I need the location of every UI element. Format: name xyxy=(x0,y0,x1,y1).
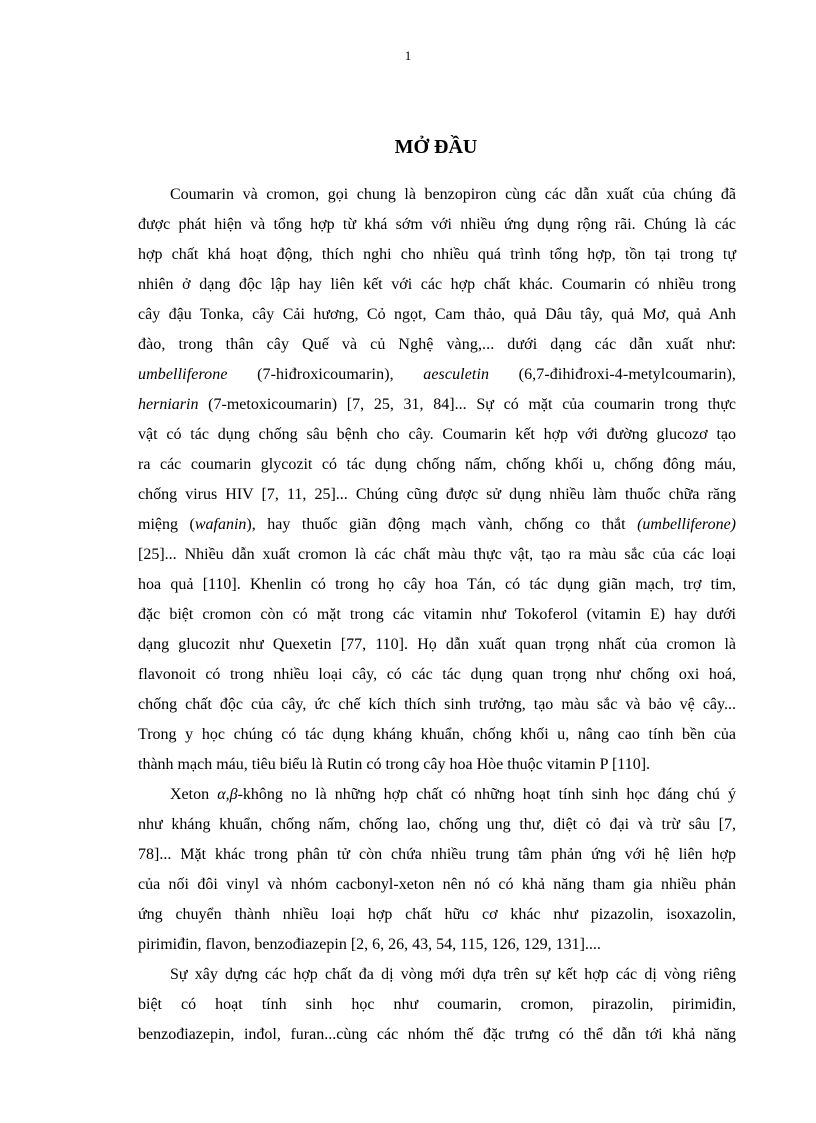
italic-term: (umbelliferone) xyxy=(637,516,736,533)
text-line: thành mạch máu, tiêu biểu là Rutin có trong cây hoa Hòe thuộc vitamin P [110]. xyxy=(138,756,651,773)
italic-term: umbelliferone xyxy=(138,366,228,383)
text-line: chống chất độc của cây, ức chế kích thích sinh trưởng, tạo màu sắc và bảo vệ cây... xyxy=(138,696,736,713)
text-line: chống virus HIV [7, 11, 25]... Chúng cũng được sử dụng nhiều làm thuốc chữa răng xyxy=(138,486,736,503)
text-line: vật có tác dụng chống sâu bệnh cho cây. Coumarin kết hợp với đường glucozơ tạo xyxy=(138,426,736,443)
italic-term: α,β xyxy=(217,786,238,803)
text-line: pirimiđin, flavon, benzođiazepin [2, 6, 26, 43, 54, 115, 126, 129, 131].... xyxy=(138,936,601,953)
text-line: Xeton α,β-không no là những hợp chất có những hoạt tính sinh học đáng chú ý xyxy=(170,786,736,803)
text-line: cây đậu Tonka, cây Cải hương, Cỏ ngọt, Cam thảo, quả Dâu tây, quả Mơ, quả Anh xyxy=(138,306,736,323)
text-line: của nối đôi vinyl và nhóm cacbonyl-xeton nên nó có khả năng tham gia nhiều phản xyxy=(138,876,736,893)
text-line: đào, trong thân cây Quế và củ Nghệ vàng,... dưới dạng các dẫn xuất như: xyxy=(138,336,736,353)
text-line: [25]... Nhiều dẫn xuất cromon là các chất màu thực vật, tạo ra màu sắc của các loại xyxy=(138,546,736,563)
body-text xyxy=(138,180,736,1050)
italic-term: wafanin xyxy=(194,516,247,533)
text-line: như kháng khuẩn, chống nấm, chống lao, chống ung thư, diệt cỏ đại và trừ sâu [7, xyxy=(138,816,736,833)
text-line: hoa quả [110]. Khenlin có trong họ cây hoa Tán, có tác dụng giãn mạch, trợ tim, xyxy=(138,576,736,593)
text-line: dạng glucozit như Quexetin [77, 110]. Họ dẫn xuất quan trọng nhất của cromon là xyxy=(138,636,736,653)
text-line: miệng (wafanin), hay thuốc giãn động mạch vành, chống co thắt (umbelliferone) xyxy=(138,516,736,533)
text-line: Sự xây dựng các hợp chất đa dị vòng mới dựa trên sự kết hợp các dị vòng riêng xyxy=(170,966,736,983)
text-line: đặc biệt cromon còn có mặt trong các vitamin như Tokoferol (vitamin E) hay dưới xyxy=(138,606,736,623)
text-line: ra các coumarin glycozit có tác dụng chống nấm, chống khối u, chống đông máu, xyxy=(138,456,736,473)
text-line: umbelliferone (7-hiđroxicoumarin), aesculetin (6,7-đihiđroxi-4-metylcoumarin), xyxy=(138,366,737,383)
text-line: biệt có hoạt tính sinh học như coumarin, cromon, pirazolin, pirimiđin, xyxy=(138,996,736,1013)
text-line: Coumarin và cromon, gọi chung là benzopiron cùng các dẫn xuất của chúng đã xyxy=(170,186,736,203)
text-line: hợp chất khá hoạt động, thích nghi cho nhiều quá trình tổng hợp, tồn tại trong tự xyxy=(138,246,736,263)
text-line: ứng chuyển thành nhiều loại hợp chất hữu cơ khác như pizazolin, isoxazolin, xyxy=(138,906,736,923)
italic-term: herniarin xyxy=(138,396,199,413)
text-line: được phát hiện và tổng hợp từ khá sớm với nhiều ứng dụng rộng rãi. Chúng là các xyxy=(138,216,736,233)
text-line: flavonoit có trong nhiều loại cây, có các tác dụng quan trọng như chống oxi hoá, xyxy=(138,666,736,683)
text-line: benzođiazepin, inđol, furan...cùng các nhóm thế đặc trưng có thể dẫn tới khả năng xyxy=(138,1026,736,1043)
text-line: Trong y học chúng có tác dụng kháng khuẩn, chống khối u, nâng cao tính bền của xyxy=(138,726,736,743)
page-title: MỞ ĐẦU xyxy=(394,136,478,158)
page-number: 1 xyxy=(404,48,412,63)
italic-term: aesculetin xyxy=(423,366,490,383)
text-line: nhiên ở dạng độc lập hay liên kết với các hợp chất khác. Coumarin có nhiều trong xyxy=(138,276,736,293)
text-line: 78]... Mặt khác trong phân tử còn chứa nhiều trung tâm phản ứng với hệ liên hợp xyxy=(138,846,736,863)
text-line: herniarin (7-metoxicoumarin) [7, 25, 31, 84]... Sự có mặt của coumarin trong thực xyxy=(138,396,736,413)
